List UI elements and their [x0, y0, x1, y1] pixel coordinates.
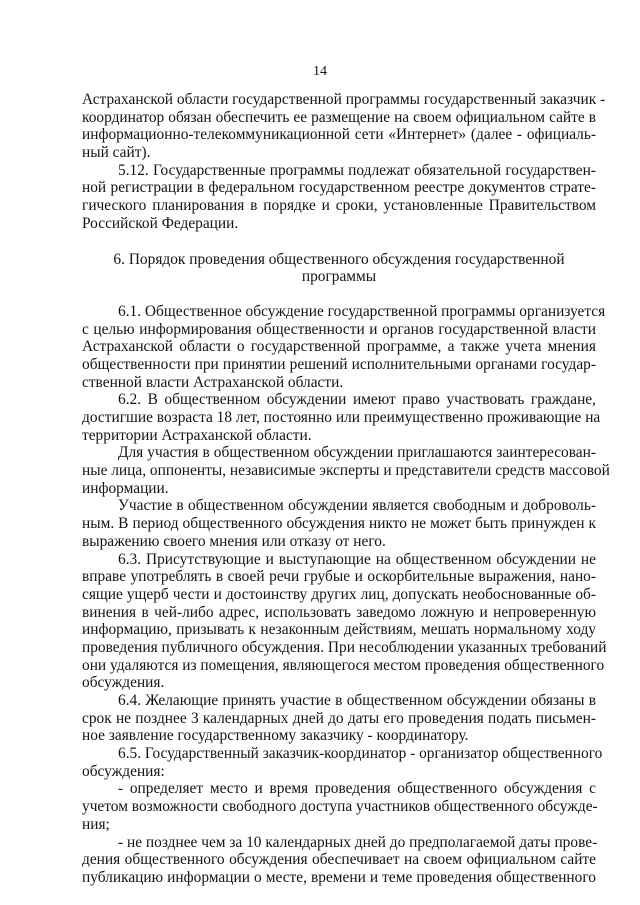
text-line: гического планирования в порядке и сроки, установленные Правительством [82, 197, 596, 215]
text-line: ния; [82, 815, 110, 833]
text-line: - определяет место и время проведения общественного обсуждения с [118, 780, 596, 798]
section-heading-line: 6. Порядок проведения общественного обсуждения государственной [113, 250, 565, 268]
text-line: обсуждения: [82, 762, 165, 780]
text-line: Астраханской области государственной программы государственный заказчик - [82, 91, 606, 108]
text-line: дения общественного обсуждения обеспечивает на своем официальном сайте [82, 851, 596, 869]
text-line: Участие в общественном обсуждении является свободным и доброволь- [118, 497, 596, 515]
text-line: ное заявление государственному заказчику - координатору. [82, 727, 469, 745]
text-line: с целью информирования общественности и органов государственной власти [82, 320, 596, 338]
text-line: выражению своего мнения или отказу от него. [82, 532, 386, 550]
text-line: Для участия в общественном обсуждении приглашаются заинтересован- [118, 444, 596, 462]
text-line: 6.5. Государственный заказчик-координатор - организатор общественного [118, 745, 603, 763]
text-line: координатор обязан обеспечить ее размещение на своем официальном сайте в [82, 108, 596, 126]
text-line: информацию, призывать к незаконным действиям, мешать нормальному ходу [82, 621, 596, 639]
text-line: 6.4. Желающие принять участие в общественном обсуждении обязаны в [118, 692, 596, 709]
spacer [82, 233, 596, 251]
text-line: ным. В период общественного обсуждения никто не может быть принужден к [82, 515, 596, 533]
text-line: Астраханской области о государственной программе, а также учета мнения [82, 338, 596, 356]
text-line: достигшие возраста 18 лет, постоянно или преимущественно проживающие на [82, 409, 601, 426]
text-line: публикацию информации о месте, времени и теме проведения общественного [82, 868, 596, 886]
document-body [82, 91, 610, 887]
text-line: обсуждения. [82, 674, 165, 692]
text-line: информации. [82, 479, 169, 497]
text-line: учетом возможности свободного доступа участников общественного обсужде- [82, 798, 598, 816]
text-line: ственной власти Астраханской области. [82, 373, 344, 391]
text-line: они удаляются из помещения, являющегося местом проведения общественного [82, 656, 605, 674]
section-heading-line: программы [301, 268, 377, 286]
text-line: 6.1. Общественное обсуждение государственной программы организуется [118, 302, 606, 320]
text-line: проведения публичного обсуждения. При несоблюдении указанных требований [82, 638, 607, 656]
text-line: ной регистрации в федеральном государственном реестре документов страте- [82, 179, 596, 197]
text-line: срок не позднее 3 календарных дней до даты его проведения подать письмен- [82, 709, 596, 727]
text-line: - не позднее чем за 10 календарных дней до предполагаемой даты прове- [118, 833, 598, 851]
text-line: ный сайт). [82, 144, 151, 162]
text-line: вправе употреблять в своей речи грубые и оскорбительные выражения, нано- [82, 568, 596, 586]
text-line: информационно-телекоммуникационной сети «Интернет» (далее - официаль- [82, 126, 596, 144]
spacer [82, 286, 596, 303]
text-line: 6.3. Присутствующие и выступающие на общественном обсуждении не [118, 550, 596, 568]
text-line: 6.2. В общественном обсуждении имеют право участвовать граждане, [118, 391, 596, 409]
text-line: сящие ущерб чести и достоинству других лиц, допускать необоснованные об- [82, 585, 596, 603]
text-line: 5.12. Государственные программы подлежат обязательной государствен- [118, 161, 596, 179]
text-line: Российской Федерации. [82, 214, 239, 232]
text-line: винения в чей-либо адрес, использовать заведомо ложную и непроверенную [82, 603, 596, 621]
text-line: территории Астраханской области. [82, 426, 312, 444]
page-number: 14 [313, 64, 327, 79]
text-line: общественности при принятии решений исполнительными органами государ- [82, 355, 596, 373]
text-line: ные лица, оппоненты, независимые эксперты и представители средств массовой [82, 462, 610, 480]
